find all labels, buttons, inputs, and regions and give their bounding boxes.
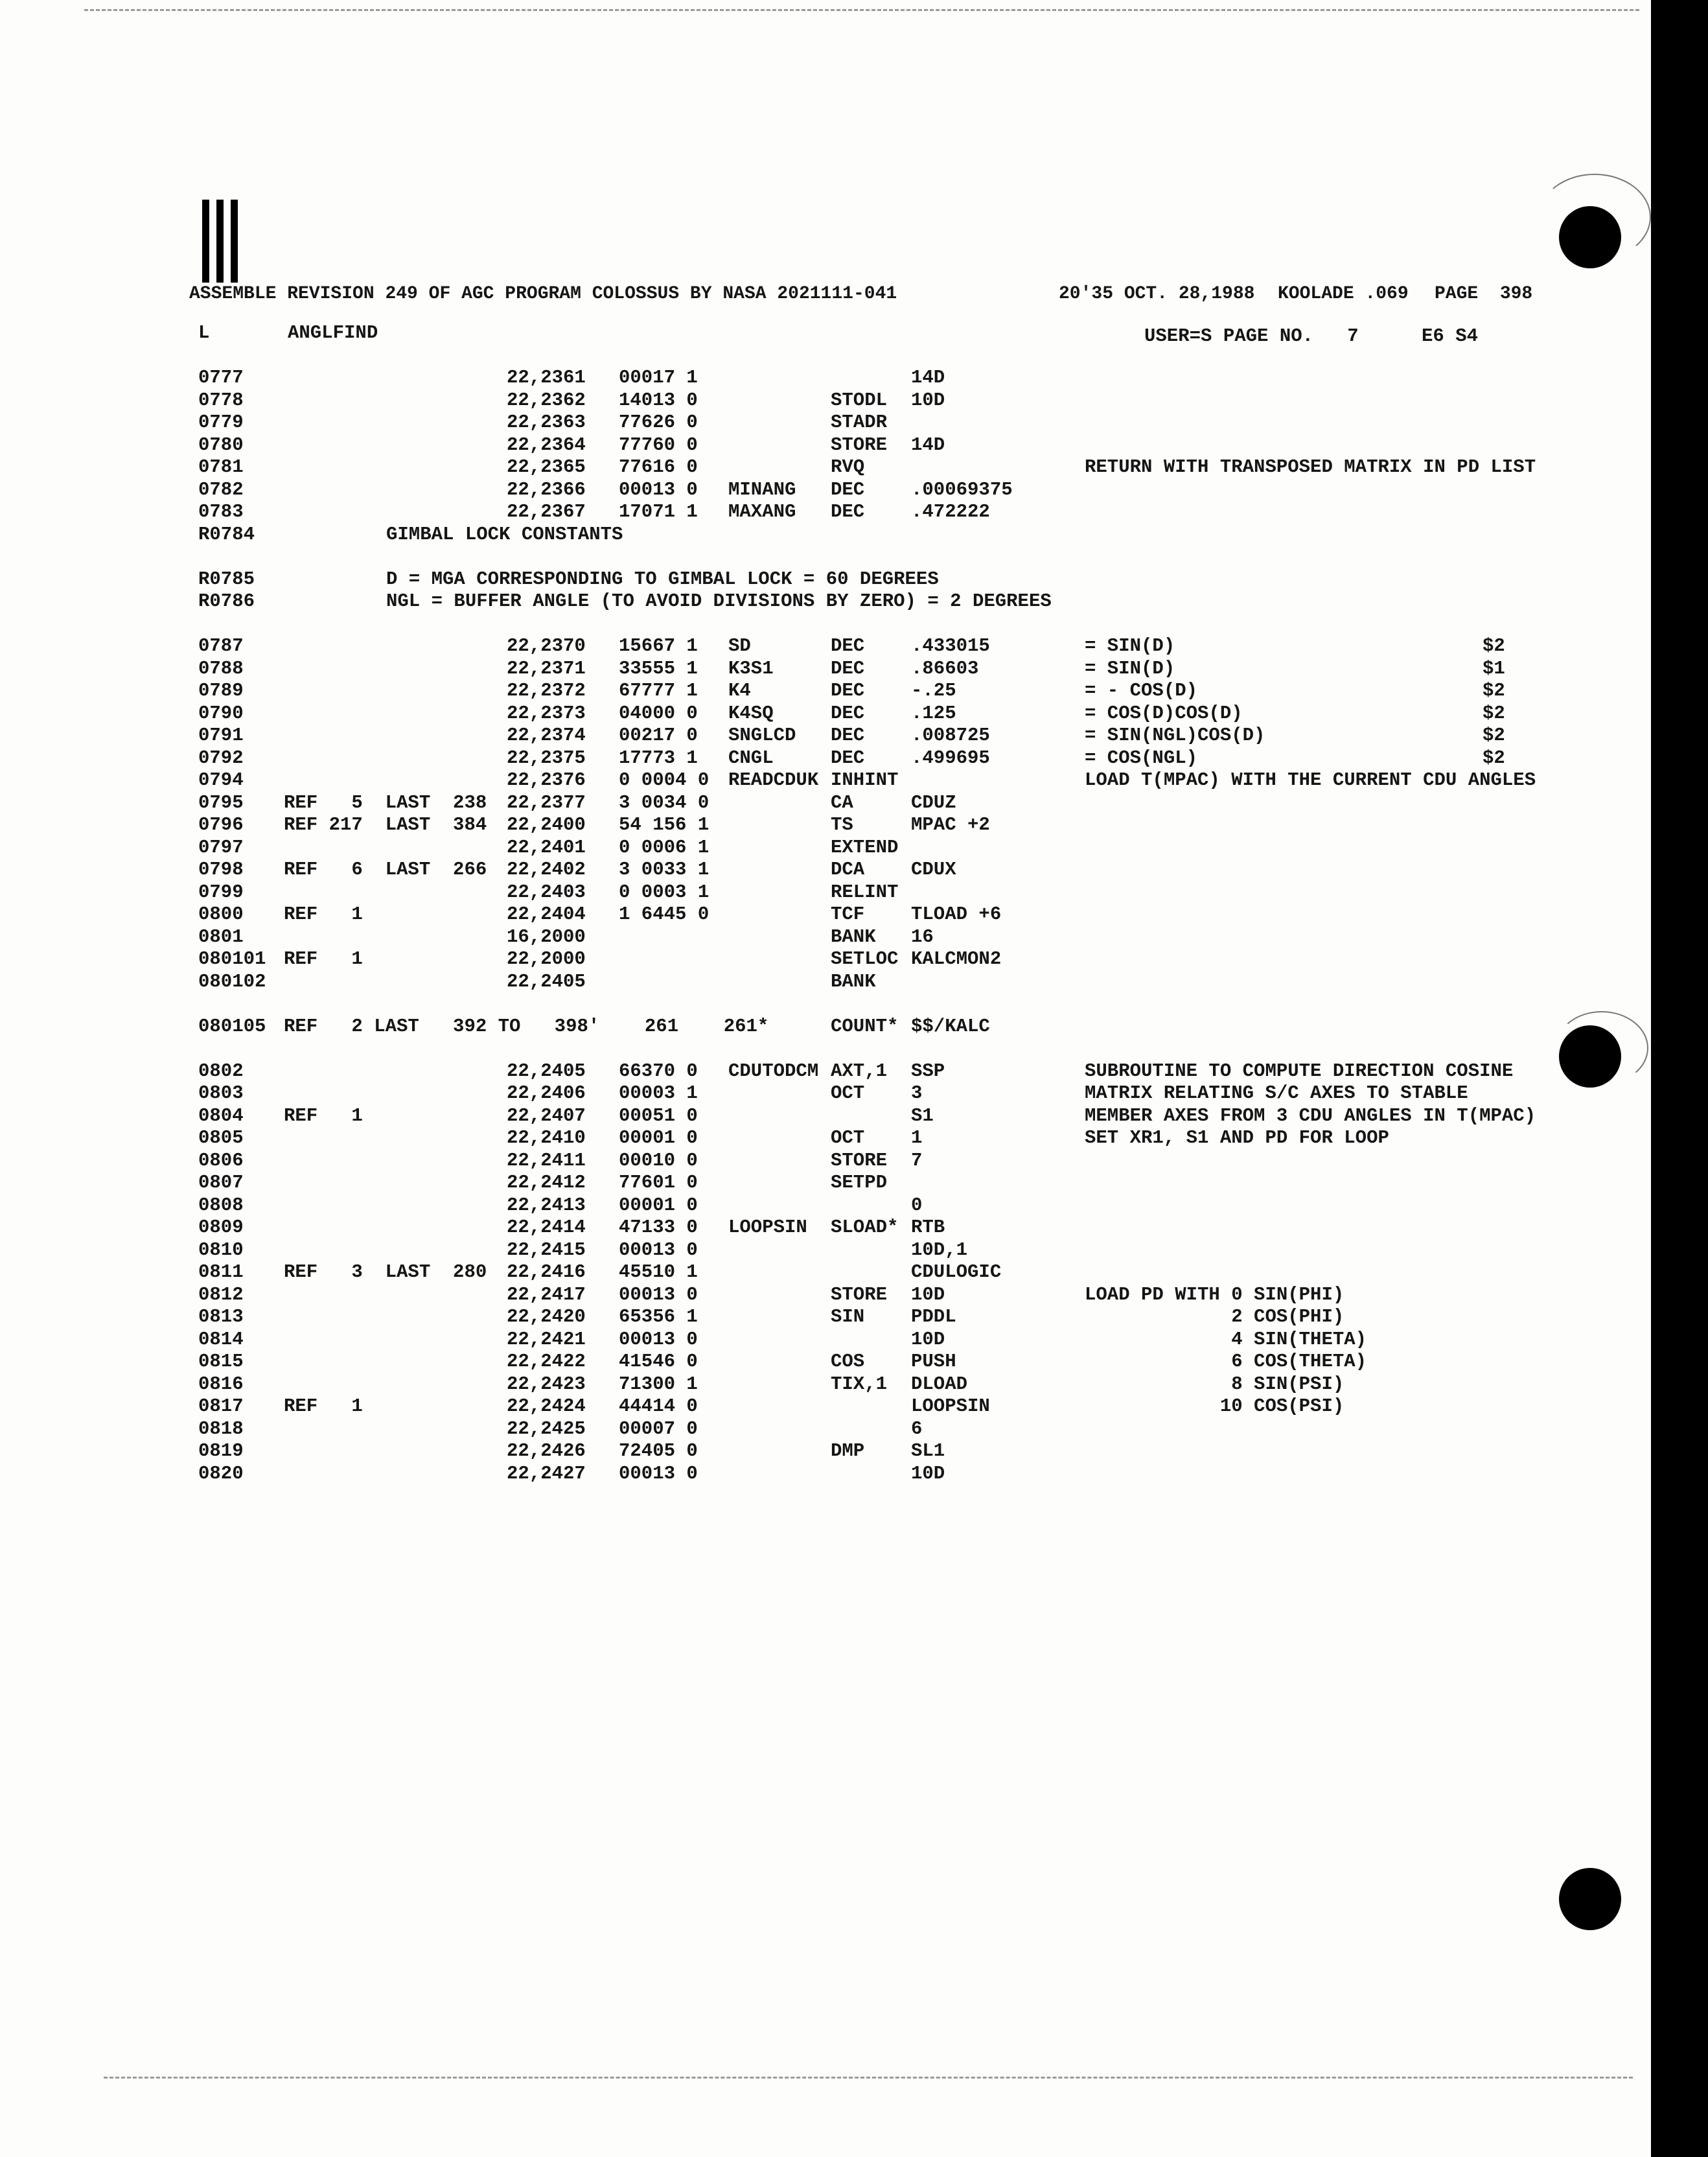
operand: PDDL (911, 1306, 956, 1327)
operand: 7 (911, 1149, 923, 1171)
operand: CDULOGIC (911, 1261, 1002, 1283)
line-number: 0788 (198, 657, 244, 679)
operand: RTB (911, 1217, 945, 1238)
operand: 10D (911, 1283, 945, 1305)
line-number: 0789 (198, 680, 244, 701)
label: LOOPSIN (728, 1217, 807, 1238)
operand: 16 (911, 926, 934, 948)
stack-note: $2 (1483, 635, 1505, 657)
opcode: DEC (831, 657, 865, 679)
address: 22,2400 (507, 814, 586, 835)
opcode: STADR (831, 412, 888, 433)
comment: 8 SIN(PSI) (1085, 1373, 1344, 1395)
header-title: ASSEMBLE REVISION 249 OF AGC PROGRAM COLOSSUS BY NASA 2021111-041 (189, 284, 897, 304)
line-number: 0820 (198, 1462, 244, 1484)
page-code: E6 S4 (1422, 325, 1479, 347)
octal-word: 77626 0 (619, 412, 698, 433)
operand: S1 (911, 1104, 934, 1126)
opcode: RELINT (831, 881, 899, 903)
comment: = - COS(D) (1085, 680, 1198, 701)
address: 22,2403 (507, 881, 586, 903)
address: 22,2374 (507, 725, 586, 746)
line-number: 0796 (198, 814, 244, 835)
line-number: 0797 (198, 836, 244, 858)
operand: -.25 (911, 680, 956, 701)
operand: .499695 (911, 747, 990, 769)
octal-word: 41546 0 (619, 1351, 698, 1372)
octal-word: 00010 0 (619, 1149, 698, 1171)
comment: MEMBER AXES FROM 3 CDU ANGLES IN T(MPAC) (1085, 1104, 1536, 1126)
address: 22,2406 (507, 1082, 586, 1104)
address: 22,2416 (507, 1261, 586, 1283)
octal-word: 15667 1 (619, 635, 698, 657)
octal-word: 00013 0 (619, 1462, 698, 1484)
margin-bar (216, 200, 224, 283)
address: 22,2407 (507, 1104, 586, 1126)
operand: 10D,1 (911, 1239, 968, 1261)
octal-word: 04000 0 (619, 702, 698, 724)
address: 22,2367 (507, 501, 586, 522)
comment: 2 COS(PHI) (1085, 1306, 1344, 1327)
line-number: 0802 (198, 1060, 244, 1082)
operand: .433015 (911, 635, 990, 657)
operand: 10D (911, 389, 945, 411)
octal-word: 65356 1 (619, 1306, 698, 1327)
line-number: 0792 (198, 747, 244, 769)
operand: $$/KALC (911, 1015, 990, 1037)
line-number: 0815 (198, 1351, 244, 1372)
opcode: BANK (831, 926, 876, 948)
line-number: 0795 (198, 791, 244, 813)
operand: DLOAD (911, 1373, 968, 1395)
line-number: R0786 (198, 590, 255, 612)
line-number: 0816 (198, 1373, 244, 1395)
header-page: PAGE 398 (1435, 284, 1533, 304)
reference: REF 1 (284, 904, 363, 925)
octal-word: 00217 0 (619, 725, 698, 746)
operand: .008725 (911, 725, 990, 746)
remark-text: NGL = BUFFER ANGLE (TO AVOID DIVISIONS BY ZERO) = 2 DEGREES (386, 590, 1052, 612)
opcode: STORE (831, 1283, 888, 1305)
octal-word: 00013 0 (619, 1283, 698, 1305)
octal-word: 45510 1 (619, 1261, 698, 1283)
address: 22,2365 (507, 456, 586, 478)
line-number: 0781 (198, 456, 244, 478)
opcode: COUNT* (831, 1015, 899, 1037)
line-number: 0818 (198, 1417, 244, 1440)
operand: 14D (911, 367, 945, 388)
address: 22,2414 (507, 1217, 586, 1238)
line-number: 0803 (198, 1082, 244, 1104)
reference: REF 1 (284, 948, 363, 970)
address: 22,2411 (507, 1149, 586, 1171)
address: 22,2426 (507, 1440, 586, 1462)
label: CNGL (728, 747, 774, 769)
address: 22,2413 (507, 1194, 586, 1216)
comment: 6 COS(THETA) (1085, 1351, 1367, 1372)
octal-word: 0 0003 1 (619, 881, 710, 903)
opcode: SETLOC (831, 948, 899, 970)
label: MAXANG (728, 501, 796, 522)
label: READCDUK (728, 769, 819, 791)
octal-word: 17071 1 (619, 501, 698, 522)
comment: RETURN WITH TRANSPOSED MATRIX IN PD LIST (1085, 456, 1536, 478)
operand: .00069375 (911, 478, 1013, 500)
address: 22,2000 (507, 948, 586, 970)
operand: TLOAD +6 (911, 904, 1002, 925)
octal-word: 00013 0 (619, 478, 698, 500)
label: SD (728, 635, 751, 657)
line-number: 0805 (198, 1127, 244, 1148)
address: 22,2372 (507, 680, 586, 701)
octal-word: 71300 1 (619, 1373, 698, 1395)
address: 22,2415 (507, 1239, 586, 1261)
line-number: 0794 (198, 769, 244, 791)
header-koolade: KOOLADE .069 (1278, 284, 1409, 304)
opcode: SIN (831, 1306, 865, 1327)
hole-edge-mark (1538, 174, 1651, 261)
opcode: DEC (831, 702, 865, 724)
line-number: 0808 (198, 1194, 244, 1216)
perforation-line (84, 9, 1639, 11)
label: MINANG (728, 478, 796, 500)
opcode: AXT,1 (831, 1060, 888, 1082)
octal-word: 00001 0 (619, 1127, 698, 1148)
comment: SUBROUTINE TO COMPUTE DIRECTION COSINE (1085, 1060, 1514, 1082)
comment: = COS(D)COS(D) (1085, 702, 1243, 724)
opcode: OCT (831, 1127, 865, 1148)
opcode: TIX,1 (831, 1373, 888, 1395)
address: 22,2405 (507, 970, 586, 992)
line-number: 0801 (198, 926, 244, 948)
stack-note: $2 (1483, 747, 1505, 769)
comment: = SIN(NGL)COS(D) (1085, 725, 1265, 746)
line-number: 0791 (198, 725, 244, 746)
line-number: 0814 (198, 1328, 244, 1350)
margin-bar (231, 200, 238, 283)
operand: PUSH (911, 1351, 956, 1372)
opcode: DCA (831, 859, 865, 880)
address: 16,2000 (507, 926, 586, 948)
address: 22,2405 (507, 1060, 586, 1082)
operand: 3 (911, 1082, 923, 1104)
line-number: R0784 (198, 523, 255, 545)
stack-note: $2 (1483, 725, 1505, 746)
octal-word: 1 6445 0 (619, 904, 710, 925)
address: 22,2373 (507, 702, 586, 724)
address: 22,2425 (507, 1417, 586, 1440)
operand: .125 (911, 702, 956, 724)
address: 22,2366 (507, 478, 586, 500)
line-number: 0812 (198, 1283, 244, 1305)
reference: REF 3 LAST 280 (284, 1261, 487, 1283)
address: 22,2422 (507, 1351, 586, 1372)
opcode: TS (831, 814, 853, 835)
line-number: 0783 (198, 501, 244, 522)
opcode: INHINT (831, 769, 899, 791)
opcode: TCF (831, 904, 865, 925)
line-number: 0798 (198, 859, 244, 880)
octal-word: 67777 1 (619, 680, 698, 701)
address: 22,2402 (507, 859, 586, 880)
operand: SSP (911, 1060, 945, 1082)
line-number: 0810 (198, 1239, 244, 1261)
address: 22,2404 (507, 904, 586, 925)
label: K3S1 (728, 657, 774, 679)
label: K4SQ (728, 702, 774, 724)
stack-note: $2 (1483, 680, 1505, 701)
octal-word: 00003 1 (619, 1082, 698, 1104)
address: 22,2363 (507, 412, 586, 433)
line-number: 0817 (198, 1395, 244, 1417)
octal-word: 44414 0 (619, 1395, 698, 1417)
address: 22,2423 (507, 1373, 586, 1395)
address: 22,2377 (507, 791, 586, 813)
operand: .472222 (911, 501, 990, 522)
comment: = COS(NGL) (1085, 747, 1198, 769)
operand: CDUX (911, 859, 956, 880)
comment: MATRIX RELATING S/C AXES TO STABLE (1085, 1082, 1468, 1104)
line-number: R0785 (198, 568, 255, 590)
remark-text: D = MGA CORRESPONDING TO GIMBAL LOCK = 60 DEGREES (386, 568, 939, 590)
opcode: CA (831, 791, 853, 813)
octal-word: 33555 1 (619, 657, 698, 679)
opcode: STODL (831, 389, 888, 411)
octal-word: 66370 0 (619, 1060, 698, 1082)
opcode: RVQ (831, 456, 865, 478)
operand: KALCMON2 (911, 948, 1002, 970)
address: 22,2370 (507, 635, 586, 657)
address: 22,2361 (507, 367, 586, 388)
line-number: 0813 (198, 1306, 244, 1327)
address: 22,2375 (507, 747, 586, 769)
opcode: EXTEND (831, 836, 899, 858)
remark-text: GIMBAL LOCK CONSTANTS (386, 523, 623, 545)
opcode: STORE (831, 1149, 888, 1171)
line-number: 080102 (198, 970, 266, 992)
line-number: 0778 (198, 389, 244, 411)
opcode: DEC (831, 635, 865, 657)
remark-text: REF 2 LAST 392 TO 398' 261 261* (284, 1015, 769, 1037)
stack-note: $1 (1483, 657, 1505, 679)
comment: LOAD T(MPAC) WITH THE CURRENT CDU ANGLES (1085, 769, 1536, 791)
opcode: SLOAD* (831, 1217, 899, 1238)
address: 22,2371 (507, 657, 586, 679)
octal-word: 00051 0 (619, 1104, 698, 1126)
margin-bar (202, 200, 209, 283)
opcode: STORE (831, 434, 888, 456)
operand: MPAC +2 (911, 814, 990, 835)
operand: 10D (911, 1462, 945, 1484)
operand: 10D (911, 1328, 945, 1350)
line-number: 0790 (198, 702, 244, 724)
octal-word: 77760 0 (619, 434, 698, 456)
opcode: SETPD (831, 1172, 888, 1193)
operand: 6 (911, 1417, 923, 1440)
octal-word: 00001 0 (619, 1194, 698, 1216)
octal-word: 77601 0 (619, 1172, 698, 1193)
reference: REF 1 (284, 1104, 363, 1126)
opcode: DEC (831, 747, 865, 769)
log-label: L (198, 322, 210, 344)
opcode: OCT (831, 1082, 865, 1104)
operand: SL1 (911, 1440, 945, 1462)
line-number: 0780 (198, 434, 244, 456)
opcode: BANK (831, 970, 876, 992)
line-number: 0819 (198, 1440, 244, 1462)
octal-word: 3 0033 1 (619, 859, 710, 880)
reference: REF 6 LAST 266 (284, 859, 487, 880)
comment: 10 COS(PSI) (1085, 1395, 1344, 1417)
line-number: 080101 (198, 948, 266, 970)
line-number: 0787 (198, 635, 244, 657)
operand: CDUZ (911, 791, 956, 813)
octal-word: 00017 1 (619, 367, 698, 388)
address: 22,2401 (507, 836, 586, 858)
octal-word: 3 0034 0 (619, 791, 710, 813)
octal-word: 00013 0 (619, 1239, 698, 1261)
reference: REF 5 LAST 238 (284, 791, 487, 813)
label: SNGLCD (728, 725, 796, 746)
octal-word: 0 0004 0 (619, 769, 710, 791)
line-number: 0800 (198, 904, 244, 925)
opcode: DEC (831, 680, 865, 701)
opcode: DEC (831, 501, 865, 522)
line-number: 0807 (198, 1172, 244, 1193)
octal-word: 00007 0 (619, 1417, 698, 1440)
address: 22,2410 (507, 1127, 586, 1148)
address: 22,2362 (507, 389, 586, 411)
hole-edge-mark (1555, 1011, 1648, 1085)
comment: = SIN(D) (1085, 635, 1175, 657)
address: 22,2364 (507, 434, 586, 456)
operand: LOOPSIN (911, 1395, 990, 1417)
section-name: ANGLFIND (288, 322, 378, 344)
opcode: DEC (831, 478, 865, 500)
line-number: 0779 (198, 412, 244, 433)
opcode: COS (831, 1351, 865, 1372)
octal-word: 00013 0 (619, 1328, 698, 1350)
address: 22,2421 (507, 1328, 586, 1350)
line-number: 0777 (198, 367, 244, 388)
line-number: 0809 (198, 1217, 244, 1238)
octal-word: 54 156 1 (619, 814, 710, 835)
comment: 4 SIN(THETA) (1085, 1328, 1367, 1350)
header-date: 20'35 OCT. 28,1988 (1059, 284, 1255, 304)
label: K4 (728, 680, 751, 701)
octal-word: 72405 0 (619, 1440, 698, 1462)
octal-word: 77616 0 (619, 456, 698, 478)
punch-hole (1559, 1868, 1621, 1930)
line-number: 0811 (198, 1261, 244, 1283)
octal-word: 0 0006 1 (619, 836, 710, 858)
address: 22,2417 (507, 1283, 586, 1305)
operand: 14D (911, 434, 945, 456)
line-number: 080105 (198, 1015, 266, 1037)
operand: .86603 (911, 657, 979, 679)
address: 22,2420 (507, 1306, 586, 1327)
line-number: 0782 (198, 478, 244, 500)
reference: REF 217 LAST 384 (284, 814, 487, 835)
opcode: DMP (831, 1440, 865, 1462)
label: CDUTODCM (728, 1060, 819, 1082)
stack-note: $2 (1483, 702, 1505, 724)
line-number: 0804 (198, 1104, 244, 1126)
reference: REF 1 (284, 1395, 363, 1417)
comment: SET XR1, S1 AND PD FOR LOOP (1085, 1127, 1389, 1148)
octal-word: 17773 1 (619, 747, 698, 769)
octal-word: 47133 0 (619, 1217, 698, 1238)
address: 22,2427 (507, 1462, 586, 1484)
address: 22,2376 (507, 769, 586, 791)
users-page-label: USER=S PAGE NO. 7 (1144, 325, 1359, 347)
line-number: 0806 (198, 1149, 244, 1171)
operand: 1 (911, 1127, 923, 1148)
address: 22,2424 (507, 1395, 586, 1417)
operand: 0 (911, 1194, 923, 1216)
perforation-line (104, 2077, 1633, 2079)
opcode: DEC (831, 725, 865, 746)
address: 22,2412 (507, 1172, 586, 1193)
comment: = SIN(D) (1085, 657, 1175, 679)
line-number: 0799 (198, 881, 244, 903)
comment: LOAD PD WITH 0 SIN(PHI) (1085, 1283, 1344, 1305)
octal-word: 14013 0 (619, 389, 698, 411)
